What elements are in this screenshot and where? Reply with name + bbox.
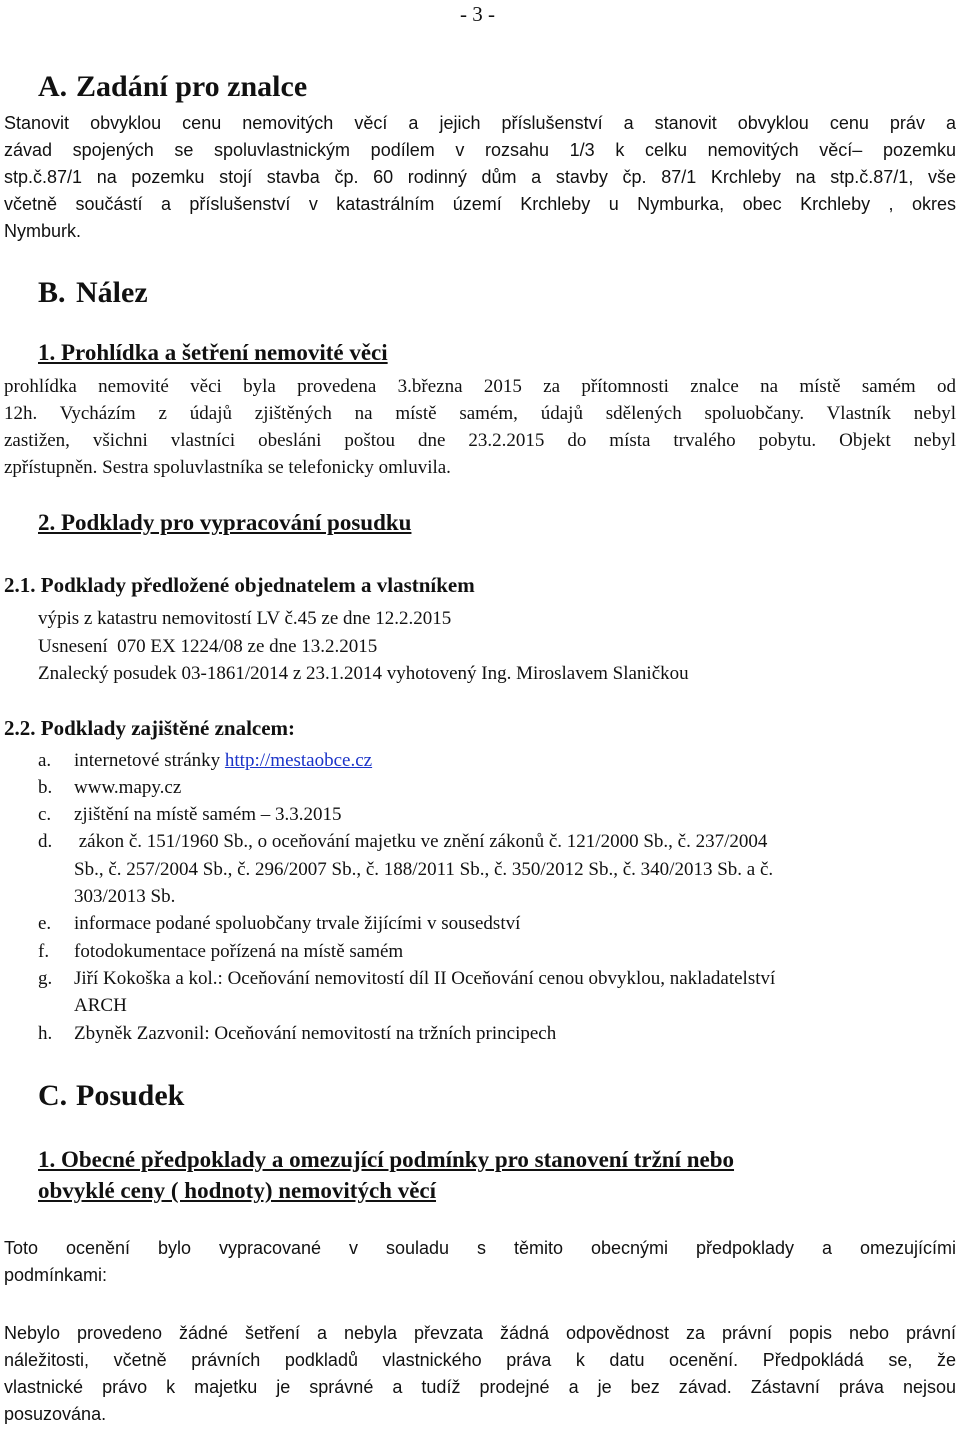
assumptions-paragraph (4, 1323, 956, 1431)
item-text: www.mapy.cz (74, 777, 182, 798)
section-a-line: stp.č.87/1 na pozemku stojí stavba čp. 60 rodinný dům a stavby čp. 87/1 Krchleby na stp.č.87/1, vše (4, 167, 956, 187)
item-text: Jiří Kokoška a kol.: Oceňování nemovitostí díl II Oceňování cenou obvyklou, nakladatelství (74, 968, 776, 989)
item-text: zjištění na místě samém – 3.3.2015 (74, 804, 342, 825)
assumptions-heading: obvyklé ceny ( hodnoty) nemovitých věcí (38, 1178, 437, 1203)
assumptions-line: Nebylo provedeno žádné šetření a nebyla převzata žádná odpovědnost za právní popis nebo právní (4, 1323, 956, 1343)
documents-heading: 2. Podklady pro vypracování posudku (38, 510, 412, 535)
expert-doc-item-g (38, 968, 775, 990)
assumptions-heading: 1. Obecné předpoklady a omezující podmínky pro stanovení tržní nebo (38, 1147, 735, 1172)
item-text: informace podané spoluobčany trvale žijícími v sousedství (74, 913, 521, 934)
item-text: Zbyněk Zazvonil: Oceňování nemovitostí na tržních principech (74, 1023, 557, 1044)
section-a-line: Nymburk. (4, 221, 82, 241)
page-number: - 3 - (460, 2, 495, 26)
mestaobce-link[interactable]: http://mestaobce.cz (224, 750, 373, 771)
assumptions-intro (4, 1238, 956, 1292)
item-label: d. (38, 831, 53, 852)
assumptions-line: posuzována. (4, 1404, 107, 1424)
item-label: g. (38, 968, 53, 989)
section-c-letter: C. (38, 1079, 68, 1112)
section-a-heading (38, 70, 307, 104)
expert-doc-item-d-line: 303/2013 Sb. (74, 886, 176, 907)
item-label: b. (38, 777, 53, 798)
submitted-doc-item: Usnesení 070 EX 1224/08 ze dne 13.2.2015 (38, 636, 378, 657)
item-text: zákon č. 151/1960 Sb., o oceňování majetku ve znění zákonů č. 121/2000 Sb., č. 237/2004 (74, 831, 768, 852)
section-a-title: Zadání pro znalce (76, 70, 308, 103)
section-c-title: Posudek (76, 1079, 185, 1112)
expert-doc-item-b (38, 777, 181, 799)
section-a-line: včetně součástí a příslušenství v katastrálním území Krchleby u Nymburka, obec Krchleby , okres (4, 194, 956, 214)
inspection-heading: 1. Prohlídka a šetření nemovité věci (38, 340, 388, 365)
item-label: h. (38, 1023, 53, 1044)
section-b-heading (38, 276, 148, 310)
expert-doc-item-f (38, 941, 403, 963)
inspection-body (4, 376, 956, 484)
inspection-line: zastižen, všichni vlastníci obesláni poštou dne 23.2.2015 do místa trvalého pobytu. Objekt nebyl (4, 430, 956, 451)
assumptions-line: náležitosti, včetně právních podkladů vlastnického práva k datu ocenění. Předpokládá se, že (4, 1350, 956, 1370)
assumptions-intro-line: Toto ocenění bylo vypracované v souladu s těmito obecnými předpoklady a omezujícími (4, 1238, 956, 1258)
section-a-line: Stanovit obvyklou cenu nemovitých věcí a jejich příslušenství a stanovit obvyklou cenu práv a (4, 113, 956, 133)
expert-doc-item-d (38, 831, 767, 853)
item-label: a. (38, 750, 52, 771)
inspection-line: zpřístupněn. Sestra spoluvlastníka se telefonicky omluvila. (4, 457, 451, 478)
inspection-line: 12h. Vycházím z údajů zjištěných na místě samém, údajů sdělených spoluobčany. Vlastník nebyl (4, 403, 956, 424)
section-b-title: Nález (76, 276, 148, 309)
expert-doc-item-d-line: Sb., č. 257/2004 Sb., č. 296/2007 Sb., č. 188/2011 Sb., č. 350/2012 Sb., č. 340/2013 Sb. a č. (74, 859, 774, 880)
expert-docs-heading: 2.2. Podklady zajištěné znalcem: (4, 716, 296, 740)
item-label: f. (38, 941, 50, 962)
expert-doc-item-g-line: ARCH (74, 995, 127, 1016)
inspection-line: prohlídka nemovité věci byla provedena 3.března 2015 za přítomnosti znalce na místě samém od (4, 376, 956, 397)
assumptions-line: vlastnické právo k majetku je správné a tudíž prodejné a je bez závad. Zástavní práva nejsou (4, 1377, 956, 1397)
expert-doc-item-a (38, 750, 372, 772)
item-label: c. (38, 804, 52, 825)
expert-doc-item-e (38, 913, 520, 935)
submitted-doc-item: Znalecký posudek 03-1861/2014 z 23.1.2014 vyhotovený Ing. Miroslavem Slaničkou (38, 663, 689, 684)
section-a-body (4, 113, 956, 248)
expert-doc-item-c (38, 804, 342, 826)
submitted-docs-heading: 2.1. Podklady předložené objednatelem a vlastníkem (4, 573, 475, 597)
section-a-line: závad spojených se spoluvlastnickým podílem v rozsahu 1/3 k celku nemovitých věcí– pozemku (4, 140, 956, 160)
section-a-letter: A. (38, 70, 68, 103)
item-text: internetové stránky (74, 750, 225, 771)
section-c-heading (38, 1079, 184, 1113)
item-text: fotodokumentace pořízená na místě samém (74, 941, 404, 962)
item-label: e. (38, 913, 52, 934)
assumptions-intro-line: podmínkami: (4, 1265, 108, 1285)
expert-doc-item-h (38, 1023, 556, 1045)
submitted-doc-item: výpis z katastru nemovitostí LV č.45 ze dne 12.2.2015 (38, 608, 452, 629)
section-b-letter: B. (38, 276, 66, 309)
